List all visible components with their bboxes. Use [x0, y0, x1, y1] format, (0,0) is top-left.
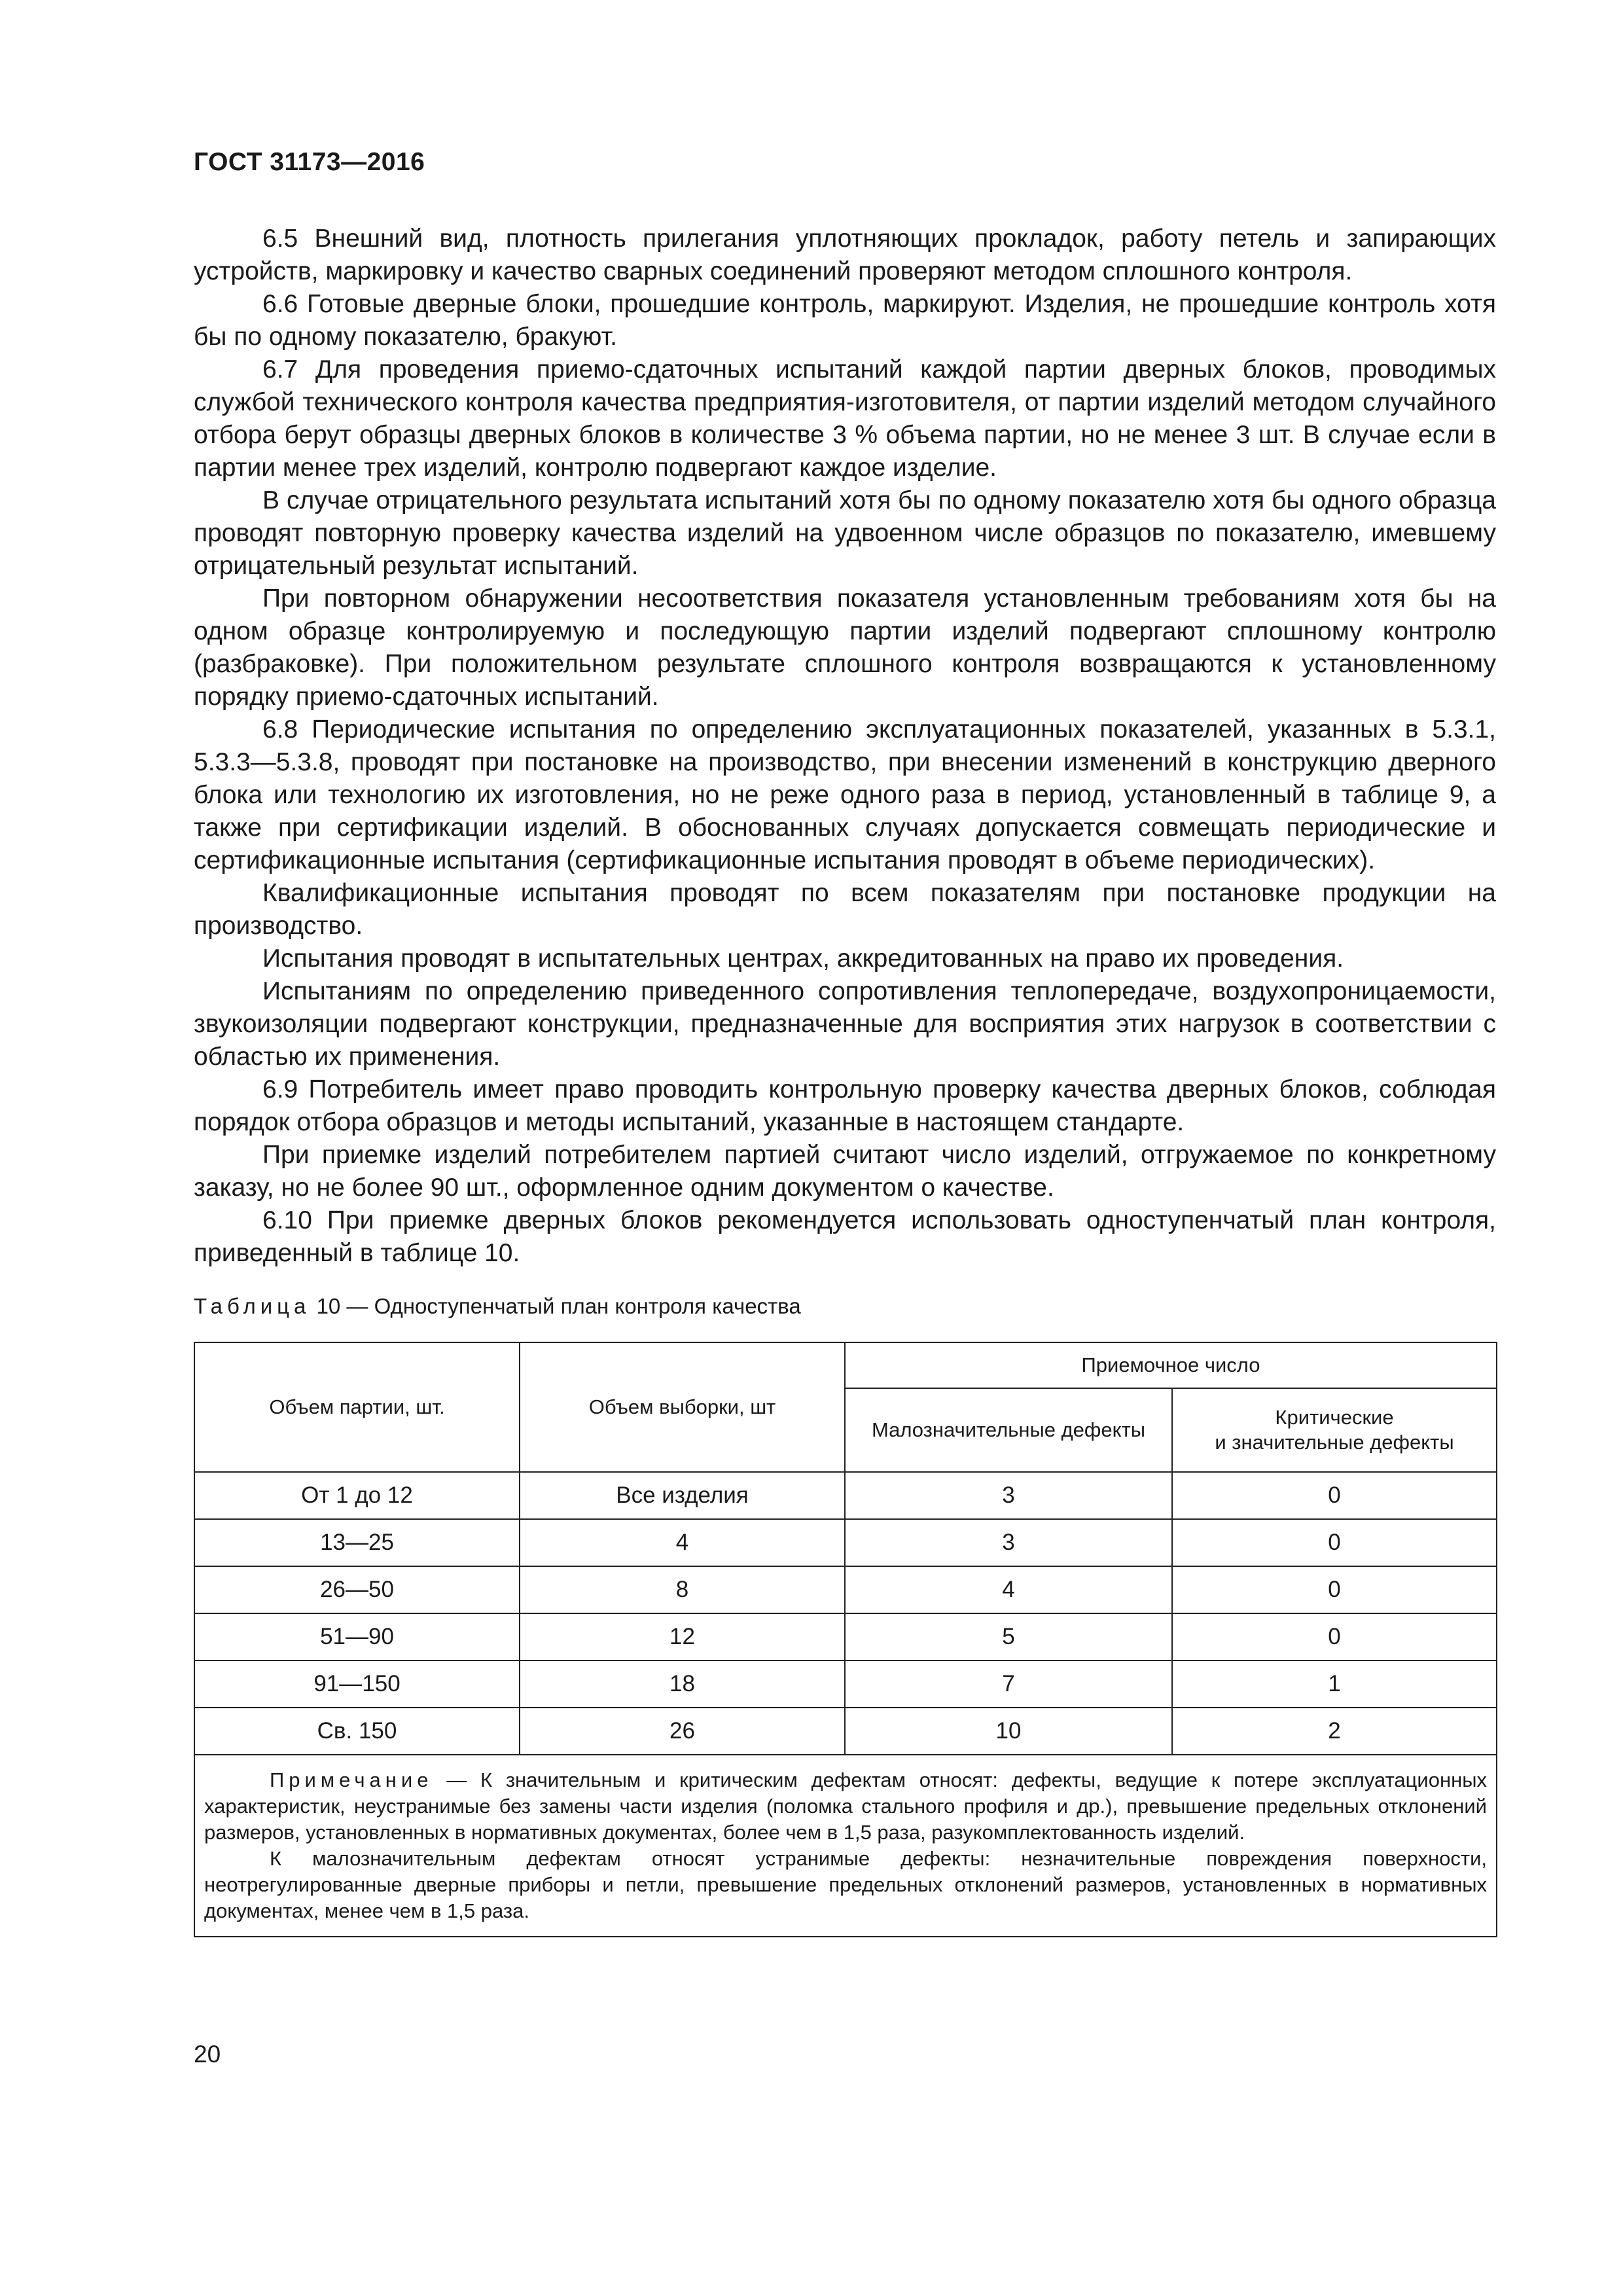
table-row — [194, 1566, 1497, 1613]
body-text — [194, 223, 1496, 1270]
document-code: ГОСТ 31173—2016 — [194, 148, 425, 176]
note-paragraph-1 — [204, 1767, 1487, 1846]
table-caption — [194, 1293, 801, 1319]
table-caption-label: Таблица — [194, 1294, 311, 1318]
cell-lot-size: 13—25 — [194, 1519, 520, 1566]
paragraph: В случае отрицательного результата испытаний хотя бы по одному показателю хотя бы одного образца проводят повторную проверку качества изделий на удвоенном числе образцов по показателю, имевшему отрицательный результат испытаний. — [194, 486, 1496, 580]
cell-critical: 2 — [1172, 1708, 1497, 1755]
cell-lot-size: 91—150 — [194, 1660, 520, 1708]
cell-critical: 1 — [1172, 1660, 1497, 1708]
table-row — [194, 1708, 1497, 1755]
cell-minor: 7 — [845, 1660, 1172, 1708]
cell-sample-size: 18 — [520, 1660, 845, 1708]
page-number: 20 — [194, 2041, 221, 2068]
header-acceptance-number: Приемочное число — [845, 1342, 1497, 1388]
cell-critical: 0 — [1172, 1472, 1497, 1519]
paragraph: При повторном обнаружении несоответствия показателя установленным требованиям хотя бы на одном образце контролируемую и последующую партии изделий подвергают сплошному контролю (разбраковке). При положительном результате сплошного контроля возвращаются к установленному порядку приемо-сдаточных испытаний. — [194, 584, 1496, 711]
header-sample-size: Объем выборки, шт — [520, 1342, 845, 1472]
table-note — [194, 1755, 1497, 1937]
cell-sample-size: 26 — [520, 1708, 845, 1755]
paragraph-6-8: 6.8 Периодические испытания по определению эксплуатационных показателей, указанных в 5.3.1, 5.3.3—5.3.8, проводят при постановке на производство, при внесении изменений в конструкцию дверного блока или технологию их изготовления, но не реже одного раза в период, установленный в таблице 9, а также при сертификации изделий. В обоснованных случаях допускается совмещать периодические и сертификационные испытания (сертификационные испытания проводят в объеме периодических). — [194, 715, 1496, 874]
paragraph: Квалификационные испытания проводят по всем показателям при постановке продукции на производство. — [194, 879, 1496, 940]
paragraph-6-9: 6.9 Потребитель имеет право проводить контрольную проверку качества дверных блоков, соблюдая порядок отбора образцов и методы испытаний, указанные в настоящем стандарте. — [194, 1075, 1496, 1136]
cell-lot-size: Св. 150 — [194, 1708, 520, 1755]
table-caption-text: 10 — Одноступенчатый план контроля качества — [316, 1294, 801, 1318]
cell-sample-size: 4 — [520, 1519, 845, 1566]
cell-lot-size: 26—50 — [194, 1566, 520, 1613]
paragraph-6-5: 6.5 Внешний вид, плотность прилегания уплотняющих прокладок, работу петель и запирающих устройств, маркировку и качество сварных соединений проверяют методом сплошного контроля. — [194, 224, 1496, 285]
paragraph: При приемке изделий потребителем партией считают число изделий, отгружаемое по конкретному заказу, но не более 90 шт., оформленное одним документом о качестве. — [194, 1141, 1496, 1202]
cell-sample-size: 8 — [520, 1566, 845, 1613]
paragraph: Испытаниям по определению приведенного сопротивления теплопередаче, воздухопроницаемости, звукоизоляции подвергают конструкции, предназначенные для восприятия этих нагрузок в соответствии с областью их применения. — [194, 977, 1496, 1071]
cell-critical: 0 — [1172, 1519, 1497, 1566]
note-label: Примечание — [270, 1768, 433, 1791]
cell-minor: 10 — [845, 1708, 1172, 1755]
header-critical-line2: и значительные дефекты — [1215, 1431, 1454, 1454]
cell-minor: 3 — [845, 1472, 1172, 1519]
cell-minor: 3 — [845, 1519, 1172, 1566]
paragraph-6-7: 6.7 Для проведения приемо-сдаточных испытаний каждой партии дверных блоков, проводимых службой технического контроля качества предприятия-изготовителя, от партии изделий методом случайного отбора берут образцы дверных блоков в количестве 3 % объема партии, но не менее 3 шт. В случае если в партии менее трех изделий, контролю подвергают каждое изделие. — [194, 355, 1496, 482]
paragraph-6-10: 6.10 При приемке дверных блоков рекомендуется использовать одноступенчатый план контроля, приведенный в таблице 10. — [194, 1206, 1496, 1267]
table-row — [194, 1613, 1497, 1660]
header-lot-size: Объем партии, шт. — [194, 1342, 520, 1472]
paragraph: Испытания проводят в испытательных центрах, аккредитованных на право их проведения. — [262, 944, 1344, 973]
table-row — [194, 1519, 1497, 1566]
cell-sample-size: Все изделия — [520, 1472, 845, 1519]
note-paragraph-2: К малозначительным дефектам относят устранимые дефекты: незначительные повреждения поверхности, неотрегулированные дверные приборы и петли, превышение предельных отклонений размеров, установленных в нормативных документах, менее чем в 1,5 раза. — [204, 1847, 1487, 1922]
cell-lot-size: 51—90 — [194, 1613, 520, 1660]
table-row — [194, 1660, 1497, 1708]
header-critical-major-defects — [1172, 1388, 1497, 1472]
header-minor-defects: Малозначительные дефекты — [845, 1388, 1172, 1472]
paragraph-6-6: 6.6 Готовые дверные блоки, прошедшие контроль, маркируют. Изделия, не прошедшие контроль хотя бы по одному показателю, бракуют. — [194, 290, 1496, 351]
quality-control-plan-table — [194, 1342, 1497, 1937]
cell-critical: 0 — [1172, 1566, 1497, 1613]
cell-lot-size: От 1 до 12 — [194, 1472, 520, 1519]
cell-critical: 0 — [1172, 1613, 1497, 1660]
cell-minor: 5 — [845, 1613, 1172, 1660]
table-row — [194, 1472, 1497, 1519]
cell-sample-size: 12 — [520, 1613, 845, 1660]
table-note-row — [194, 1755, 1497, 1937]
cell-minor: 4 — [845, 1566, 1172, 1613]
note-text-1: — К значительным и критическим дефектам относят: дефекты, ведущие к потере эксплуатационных характеристик, неустранимые без замены части изделия (поломка стального профиля и др.), превышение предельных отклонений размеров, установленных в нормативных документах, более чем в 1,5 раза, разукомплектованность изделий. — [204, 1768, 1487, 1844]
header-critical-line1: Критические — [1275, 1406, 1394, 1429]
